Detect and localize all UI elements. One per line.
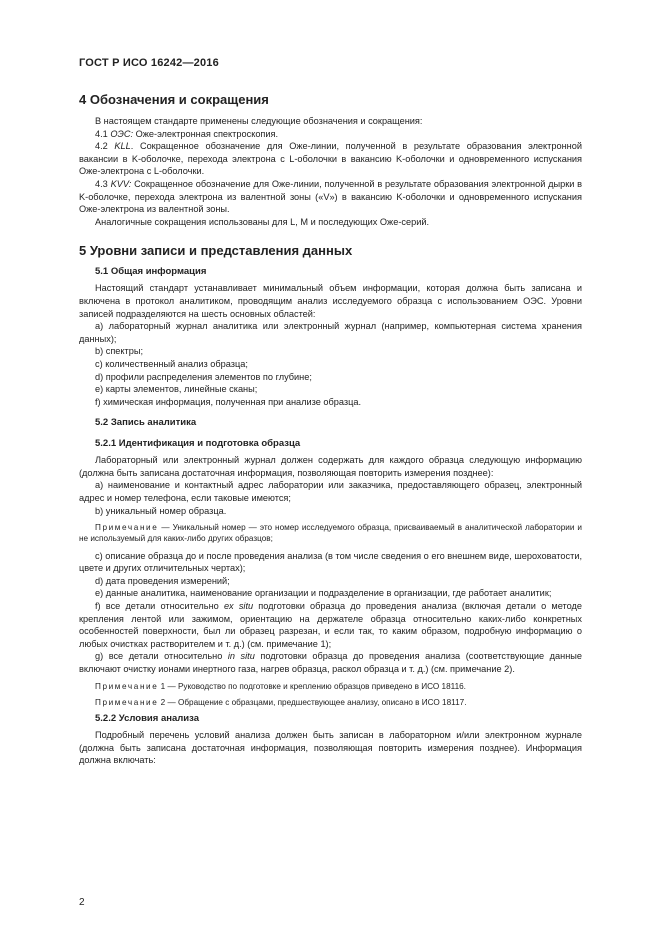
document-id: ГОСТ Р ИСО 16242—2016 bbox=[79, 57, 219, 69]
subsection-5-2-1-title: 5.2.1 Идентификация и подготовка образца bbox=[95, 438, 301, 450]
subsection-5-2-1-intro: Лабораторный или электронный журнал должен содержать для каждого образца следующую информацию (должна быть записана достаточная информация, позволяющая повторить измерения позднее): bbox=[79, 455, 582, 478]
subsection-5-1-title: 5.1 Общая информация bbox=[95, 266, 207, 278]
list-item: b) спектры; bbox=[95, 346, 143, 357]
list-item: c) количественный анализ образца; bbox=[95, 358, 248, 369]
definition-4-2: 4.2 KLL. Сокращенное обозначение для Оже-линии, полученной в результате образования электронной вакансии в K-оболочке, перехода электрона с L-оболочки в вакансию K-оболочки и одновременного испускания Оже-электрона с L-оболочки. bbox=[79, 141, 582, 177]
list-item: d) профили распределения элементов по глубине; bbox=[95, 371, 312, 382]
list-item: a) лабораторный журнал аналитика или электронный журнал (например, компьютерная система хранения данных); bbox=[79, 321, 582, 344]
note-1: Примечание 1 — Руководство по подготовке и креплению образцов приведено в ИСО 18116. bbox=[95, 681, 466, 691]
list-item: e) данные аналитика, наименование организации и подразделение в организации, где работает аналитик; bbox=[95, 588, 552, 599]
definition-4-1: 4.1 ОЭС: Оже-электронная спектроскопия. bbox=[95, 128, 279, 139]
list-item: d) дата проведения измерений; bbox=[95, 575, 230, 586]
subsection-5-2-title: 5.2 Запись аналитика bbox=[95, 417, 197, 429]
note-unique-number: Примечание — Уникальный номер — это номер исследуемого образца, присваиваемый в аналитической лаборатории и не используемый для каких-либо других образцов; bbox=[79, 523, 582, 544]
list-item: b) уникальный номер образца. bbox=[95, 505, 227, 516]
list-item: f) химическая информация, полученная при анализе образца. bbox=[95, 396, 362, 407]
list-item: a) наименование и контактный адрес лаборатории или заказчика, предоставляющего образец, электронный адрес и номер телефона, если таковые имеются; bbox=[79, 480, 582, 504]
list-item: c) описание образца до и после проведения анализа (в том числе сведения о его внешнем виде, шероховатости, цвете и других отличительных чертах); bbox=[79, 550, 582, 574]
subsection-5-2-2-intro: Подробный перечень условий анализа должен быть записан в лабораторном и/или электронном журнале (должна быть записана достаточная информация, позволяющая повторить измерения позднее). Информация должна включать: bbox=[79, 730, 582, 766]
list-item-g: g) все детали относительно in situ подготовки образца до проведения анализа (соответствующие данные включают очистку ионами инертного газа, нагрев образца, раскол образца и т. д.) (см. примечание 2). bbox=[79, 651, 582, 674]
note-2: Примечание 2 — Обращение с образцами, предшествующее анализу, описано в ИСО 18117. bbox=[95, 697, 467, 707]
section-4-intro: В настоящем стандарте применены следующие обозначения и сокращения: bbox=[95, 116, 423, 126]
definition-4-3: 4.3 KVV: Сокращенное обозначение для Оже-линии, полученной в результате образования электронной дырки в K-оболочке, перехода электрона из валентной зоны («V») в вакансию K-оболочки и одновременного испускания Оже-электрона из валентной зоны. bbox=[79, 178, 582, 215]
section-5-title: 5 Уровни записи и представления данных bbox=[79, 243, 353, 259]
list-item: e) карты элементов, линейные сканы; bbox=[95, 384, 258, 395]
section-4-tail: Аналогичные сокращения использованы для L, M и последующих Оже-серий. bbox=[95, 216, 430, 227]
subsection-5-2-2-title: 5.2.2 Условия анализа bbox=[95, 713, 199, 724]
subsection-5-1-intro: Настоящий стандарт устанавливает минимальный объем информации, которая должна быть записана и включена в протокол аналитиком, проводящим анализ исследуемого образца с использованием ОЭС. Уровни записей подразделяются на шесть основных областей: bbox=[79, 283, 582, 319]
list-item-f: f) все детали относительно ex situ подготовки образца до проведения анализа (включая детали о методе крепления лентой или зажимом, ориентацию на держателе образца относительно каких-либо конкретных особенностей поверхности, был ли образец разрезан, и если так, то каким образом, подробную информацию о любых очистках растворителем и т. д.) (см. примечание 1); bbox=[79, 601, 582, 649]
page-content bbox=[79, 92, 582, 767]
page-number: 2 bbox=[79, 897, 85, 908]
section-4-title: 4 Обозначения и сокращения bbox=[79, 92, 269, 107]
